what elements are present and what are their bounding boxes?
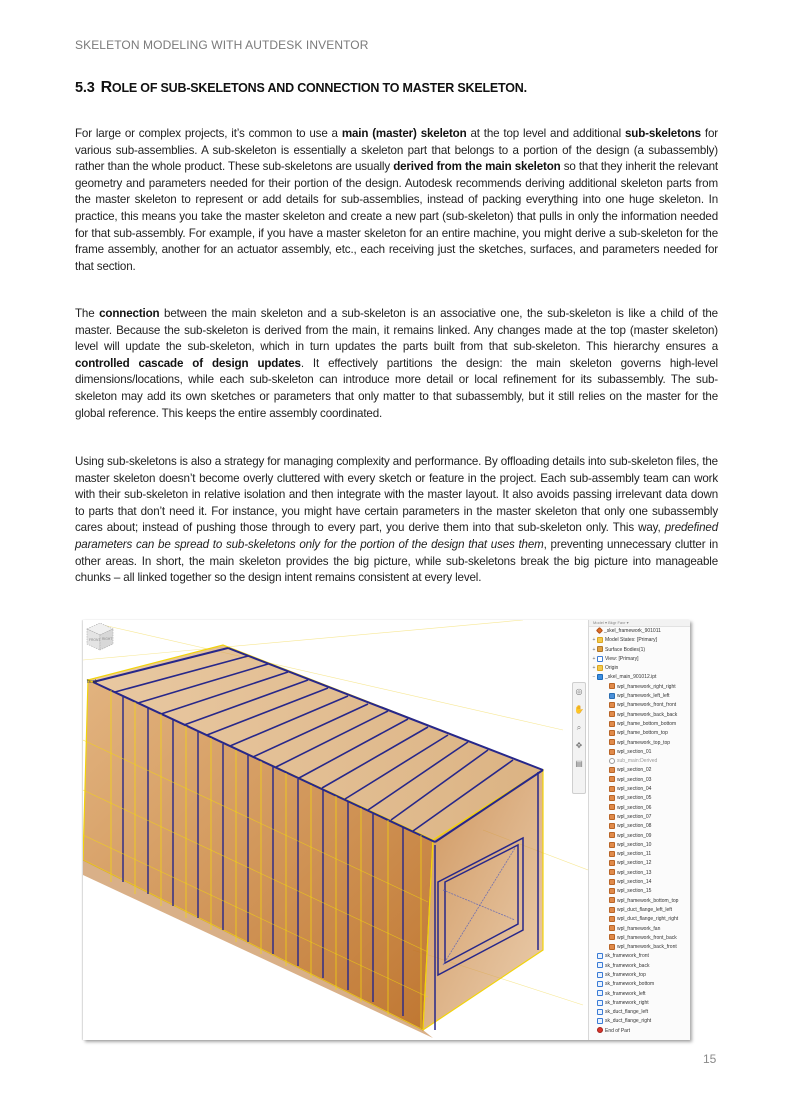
browser-node[interactable] xyxy=(589,683,690,692)
browser-node[interactable] xyxy=(589,859,690,868)
browser-node[interactable] xyxy=(589,822,690,831)
3d-viewport xyxy=(83,620,588,1040)
browser-node[interactable] xyxy=(589,804,690,813)
browser-node[interactable] xyxy=(589,655,690,664)
browser-node-label: View: [Primary] xyxy=(605,655,639,662)
part-icon xyxy=(609,944,615,950)
browser-node-label: wpl_framework_front_back xyxy=(617,934,677,941)
browser-node[interactable] xyxy=(589,739,690,748)
browser-node-label: wpl_section_01 xyxy=(617,748,652,755)
text-run: Using sub-skeletons is also a strategy for managing complexity and performance. By offloading details into sub-skeleton files, the master skeleton doesn’t become overly cluttered with every sketch or feature in the project. Each sub-assembly team can work with their sub-skeleton in relative isolation and then integrate with the master layout. It also avoids passing irrelevant data down to parts that don’t need it. For instance, you might have certain parameters in the master skeleton that only one subassembly cares about; instead of pushing those through to every part, you derive them into that sub-skeleton only. This way, xyxy=(75,455,718,535)
browser-node-label: Model States: [Primary] xyxy=(605,637,657,644)
part-icon xyxy=(609,879,615,885)
browser-node[interactable] xyxy=(589,776,690,785)
browser-node-label: wpl_framework_bottom_top xyxy=(617,897,679,904)
browser-node[interactable] xyxy=(589,962,690,971)
part-icon xyxy=(609,730,615,736)
part-icon xyxy=(609,888,615,894)
plane-icon xyxy=(597,1000,603,1006)
part-icon xyxy=(609,907,615,913)
browser-node-label: wpl_section_06 xyxy=(617,804,652,811)
model-browser-tree xyxy=(588,620,690,1040)
browser-node[interactable] xyxy=(589,952,690,961)
orbit-icon[interactable]: ✥ xyxy=(575,741,583,750)
part-icon xyxy=(609,832,615,838)
surf-icon xyxy=(597,646,603,652)
folder-icon xyxy=(597,665,603,671)
text-run: For large or complex projects, it’s common to use a xyxy=(75,127,342,140)
part-icon xyxy=(609,823,615,829)
browser-node[interactable] xyxy=(589,841,690,850)
plane-icon xyxy=(597,990,603,996)
browser-node-label: _skel_framework_901011 xyxy=(604,628,661,634)
browser-node-label: wpl_section_08 xyxy=(617,823,652,830)
paragraph-connection xyxy=(75,306,718,422)
browser-node[interactable] xyxy=(589,748,690,757)
asm-icon xyxy=(597,674,603,680)
part-icon xyxy=(609,702,615,708)
browser-node[interactable] xyxy=(589,887,690,896)
browser-node[interactable] xyxy=(589,636,690,645)
browser-node-label: wpl_section_11 xyxy=(617,851,652,858)
browser-node-label: wpl_framework_top_top xyxy=(617,739,671,746)
browser-node-label: wpl_framework_right_right xyxy=(617,683,676,690)
part-icon xyxy=(609,739,615,745)
section-title-rest: OLE OF SUB-SKELETONS AND CONNECTION TO MASTER SKELETON. xyxy=(111,81,527,95)
browser-node[interactable] xyxy=(589,869,690,878)
section-title-initial: R xyxy=(100,79,112,96)
browser-node-label: wpl_duct_flange_left_left xyxy=(617,906,673,913)
bold-phrase: sub-skeletons xyxy=(624,127,701,140)
text-run: between the main skeleton and a sub-skeleton is an associative one, the sub-skeleton is like a child of the master. Because the sub-skeleton is derived from the main, it remains linked. Any changes made at the top (master skeleton) level will update the sub-skeleton, which in turn updates the parts built from that sub-skeleton. This hierarchy ensures a xyxy=(75,307,718,354)
zoom-icon[interactable]: ⌕ xyxy=(576,723,582,732)
browser-node[interactable] xyxy=(589,711,690,720)
text-run: for various sub-assemblies. A sub-skeleton is essentially a skeleton part that belongs to a portion of the design (a subassembly) rather than the whole product. These sub-skeletons are usually xyxy=(75,127,719,174)
browser-node[interactable] xyxy=(589,906,690,915)
browser-node-label: wpl_section_13 xyxy=(617,869,652,876)
plane-icon xyxy=(597,953,603,959)
browser-node[interactable] xyxy=(589,729,690,738)
part-icon xyxy=(609,683,615,689)
browser-node[interactable] xyxy=(589,999,690,1008)
browser-node[interactable] xyxy=(589,943,690,952)
folder-icon xyxy=(597,637,603,643)
expand-icon[interactable]: + xyxy=(592,637,596,644)
part-icon xyxy=(609,795,615,801)
expand-icon[interactable]: + xyxy=(592,646,596,653)
browser-node-label: wpl_section_04 xyxy=(617,786,652,793)
text-run: at the top level and additional xyxy=(466,127,625,140)
part-icon xyxy=(609,842,615,848)
skel-icon xyxy=(596,627,603,634)
part-icon xyxy=(609,814,615,820)
part-icon xyxy=(609,925,615,931)
browser-node[interactable] xyxy=(589,971,690,980)
view-icon xyxy=(597,656,603,662)
italic-phrase: predefined parameters can be spread to sub-skeletons only for the portion of the design that uses them xyxy=(75,521,718,551)
part-icon xyxy=(609,786,615,792)
expand-icon[interactable]: + xyxy=(592,655,596,662)
browser-node[interactable] xyxy=(589,785,690,794)
browser-node-label: sk_framework_bottom xyxy=(605,981,655,988)
browser-node-label: wpl_frame_bottom_top xyxy=(617,730,668,737)
browser-node-label: wpl_duct_flange_right_right xyxy=(617,916,679,923)
navigation-bar xyxy=(572,682,586,794)
browser-node-label: wpl_section_10 xyxy=(617,841,652,848)
browser-node[interactable] xyxy=(589,980,690,989)
part-icon xyxy=(609,804,615,810)
browser-node-label: sub_main:Derived xyxy=(617,758,658,765)
browser-node-label: sk_duct_flange_left xyxy=(605,1009,649,1016)
browser-node[interactable] xyxy=(589,813,690,822)
browser-node[interactable] xyxy=(589,1027,690,1036)
browser-node-label: wpl_section_02 xyxy=(617,767,652,774)
bold-phrase: connection xyxy=(99,307,160,320)
bold-phrase: controlled cascade of design updates xyxy=(75,356,301,370)
browser-node[interactable] xyxy=(589,673,690,682)
browser-node[interactable] xyxy=(589,646,690,655)
svg-text:RIGHT: RIGHT xyxy=(102,637,113,641)
browser-node-label: _skel_main_901012.ipt xyxy=(605,674,657,681)
browser-tabs[interactable]: Model ▾ Bkgr Favr ▾ xyxy=(589,620,690,627)
browser-node[interactable] xyxy=(589,878,690,887)
browser-node-label: wpl_section_09 xyxy=(617,832,652,839)
bold-phrase: derived from the main skeleton xyxy=(393,160,561,174)
browser-node[interactable] xyxy=(589,832,690,841)
browser-node-label: wpl_framework_left_left xyxy=(617,693,670,700)
end-icon xyxy=(597,1027,603,1033)
browser-node-label: sk_framework_left xyxy=(605,990,646,997)
browser-node[interactable] xyxy=(589,692,690,701)
text-run: . It effectively partitions the design: the main skeleton governs high-level dimensions/locations, while each sub-skeleton can introduce more detail or local refinement for its subassembly. The sub-skeleton may add its own sketches or parameters that only matter to that subassembly, but it still relies on the master for the global reference. This keeps the entire assembly coordinated. xyxy=(75,356,718,420)
browser-node[interactable] xyxy=(589,766,690,775)
browser-node[interactable] xyxy=(589,757,690,766)
part-icon xyxy=(609,711,615,717)
browser-node-label: sk_duct_flange_right xyxy=(605,1018,652,1025)
running-header: SKELETON MODELING WITH AUTDESK INVENTOR xyxy=(75,38,369,52)
browser-node-label: wpl_framework_fan xyxy=(617,925,661,932)
section-title xyxy=(75,79,527,97)
part-icon xyxy=(609,851,615,857)
browser-node[interactable] xyxy=(589,990,690,999)
text-run: , preventing unnecessary clutter in other areas. In short, the main skeleton provides the big picture, while sub-skeletons break the big picture into manageable chunks – all linked together so the design intent remains consistent at every level. xyxy=(75,537,718,585)
paragraph-main-vs-sub-skeletons xyxy=(75,126,718,275)
part-icon xyxy=(609,916,615,922)
viewcube[interactable] xyxy=(83,620,117,654)
part-icon xyxy=(609,869,615,875)
browser-node-label: wpl_section_15 xyxy=(617,888,652,895)
section-number: 5.3 xyxy=(75,80,95,96)
paragraph-complexity-performance xyxy=(75,454,718,587)
collapse-icon[interactable]: − xyxy=(592,674,596,681)
browser-node-label: wpl_section_12 xyxy=(617,860,652,867)
browser-node-label: wpl_section_07 xyxy=(617,813,652,820)
browser-node[interactable] xyxy=(589,1008,690,1017)
part-icon xyxy=(609,776,615,782)
part-icon xyxy=(609,767,615,773)
plane-icon xyxy=(597,1018,603,1024)
browser-node-label: sk_framework_top xyxy=(605,971,646,978)
browser-node[interactable] xyxy=(589,915,690,924)
browser-node[interactable] xyxy=(589,627,690,636)
browser-node-label: sk_framework_front xyxy=(605,953,649,960)
part-link-icon xyxy=(609,693,615,699)
browser-node-label: wpl_framework_front_front xyxy=(617,702,677,709)
browser-node-label: wpl_frame_bottom_bottom xyxy=(617,720,677,727)
expand-icon[interactable]: + xyxy=(592,665,596,672)
part-icon xyxy=(609,897,615,903)
pan-icon[interactable]: ✋ xyxy=(574,705,584,714)
derived-icon xyxy=(609,758,615,764)
plane-icon xyxy=(597,972,603,978)
plane-icon xyxy=(597,1009,603,1015)
browser-node-label: sk_framework_back xyxy=(605,962,650,969)
browser-node[interactable] xyxy=(589,934,690,943)
browser-node[interactable] xyxy=(589,925,690,934)
browser-node[interactable] xyxy=(589,701,690,710)
part-icon xyxy=(609,721,615,727)
browser-node[interactable] xyxy=(589,720,690,729)
browser-node-label: wpl_section_03 xyxy=(617,776,652,783)
part-icon xyxy=(609,860,615,866)
page-number: 15 xyxy=(703,1052,717,1066)
browser-node[interactable] xyxy=(589,794,690,803)
browser-node[interactable] xyxy=(589,664,690,673)
skeleton-model-render xyxy=(83,620,588,1040)
browser-node-label: End of Part xyxy=(605,1027,631,1034)
browser-node[interactable] xyxy=(589,850,690,859)
part-icon xyxy=(609,749,615,755)
browser-node-label: wpl_framework_back_back xyxy=(617,711,678,718)
browser-node-label: wpl_section_14 xyxy=(617,879,652,886)
full-navigation-wheel-icon[interactable]: ◎ xyxy=(575,687,583,696)
browser-node[interactable] xyxy=(589,1017,690,1026)
plane-icon xyxy=(597,981,603,987)
browser-node[interactable] xyxy=(589,897,690,906)
part-icon xyxy=(609,934,615,940)
browser-node-label: Surface Bodies(1) xyxy=(605,646,646,653)
plane-icon xyxy=(597,962,603,968)
inventor-screenshot-figure xyxy=(83,620,690,1040)
browser-node-label: sk_framework_right xyxy=(605,999,649,1006)
browser-node-label: Origin xyxy=(605,665,619,672)
text-run: The xyxy=(75,307,100,320)
browser-node-label: wpl_framework_back_front xyxy=(617,944,677,951)
svg-text:FRONT: FRONT xyxy=(89,638,101,642)
browser-node-label: wpl_section_05 xyxy=(617,795,652,802)
text-run: so that they inherit the relevant geometry and parameters needed for their portion of the design. Autodesk recommends deriving additional skeleton parts from the master skeleton to represent or add details for sub-assemblies, instead of packing everything into one huge skeleton. In practice, this means you take the master skeleton and create a new part (sub-skeleton) that pulls in only the information needed for that sub-assembly. For example, if you have a master skeleton for an entire machine, you might derive a sub-skeleton for the frame assembly, another for an actuator assembly, etc., each receiving just the sketches, surfaces, and parameters needed for that section. xyxy=(75,160,718,273)
svg-text:fs:sk: fs:sk xyxy=(87,679,98,685)
bold-phrase: main (master) skeleton xyxy=(341,127,467,140)
look-at-icon[interactable]: ▤ xyxy=(575,759,583,768)
